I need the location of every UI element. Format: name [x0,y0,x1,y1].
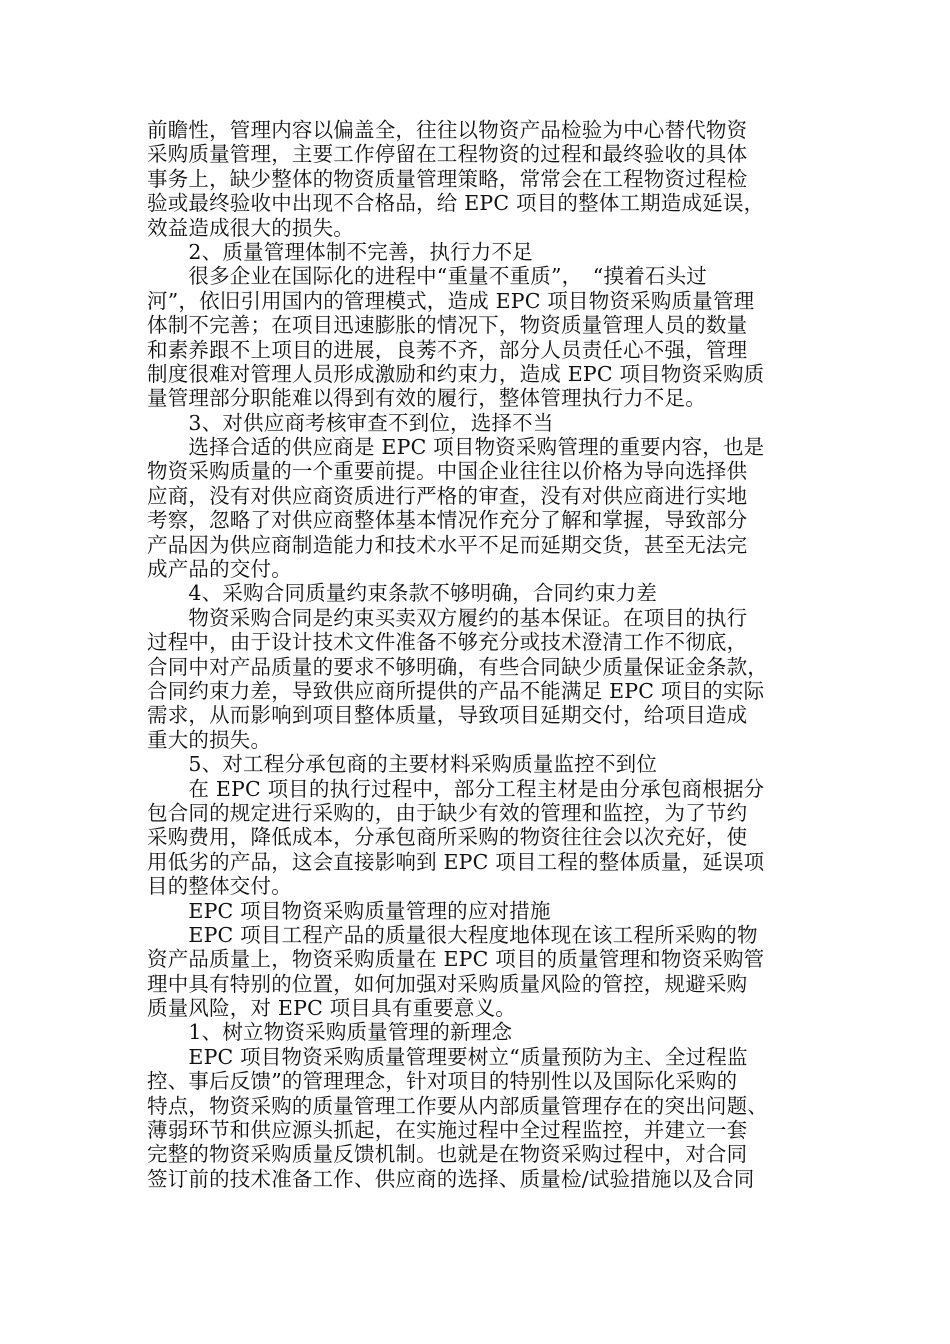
text-line: 控、事后反馈”的管理理念，针对项目的特别性以及国际化采购的 [147,1069,738,1094]
text-line: 资产品质量上，物资采购质量在 EPC 项目的质量管理和物资采购管 [147,947,765,972]
text-line: 物资采购质量的一个重要前提。中国企业往往以价格为导向选择供 [147,459,748,484]
text-line: 在 EPC 项目的执行过程中，部分工程主材是由分承包商根据分 [147,776,765,801]
text-line: 包合同的规定进行采购的，由于缺少有效的管理和监控，为了节约 [147,800,748,825]
text-line: 过程中，由于设计技术文件准备不够充分或技术澄清工作不彻底， [147,630,748,655]
text-line: 采购费用，降低成本，分承包商所采购的物资往往会以次充好，使 [147,825,748,850]
text-line: 合同中对产品质量的要求不够明确，有些合同缺少质量保证金条款， [147,654,768,679]
text-line: 前瞻性，管理内容以偏盖全，往往以物资产品检验为中心替代物资 [147,118,748,142]
text-line: 目的整体交付。 [147,874,292,899]
text-line: EPC 项目物资采购质量管理要树立“质量预防为主、全过程监 [147,1044,748,1069]
text-line: 制度很难对管理人员形成激励和约束力，造成 EPC 项目物资采购质 [147,361,765,386]
text-line: 理中具有特别的位置，如何加强对采购质量风险的管控，规避采购 [147,971,748,996]
text-line: 用低劣的产品，这会直接影响到 EPC 项目工程的整体质量，延误项 [147,849,765,874]
text-line: 签订前的技术准备工作、供应商的选择、质量检/试验措施以及合同 [147,1166,755,1191]
text-line: 特点，物资采购的质量管理工作要从内部质量管理存在的突出问题、 [147,1093,768,1118]
text-line: 合同约束力差，导致供应商所提供的产品不能满足 EPC 项目的实际 [147,678,765,703]
text-line: 选择合适的供应商是 EPC 项目物资采购管理的重要内容，也是 [147,435,765,460]
text-line: 很多企业在国际化的进程中“重量不重质”， “摸着石头过 [147,264,707,289]
section-heading: 3、对供应商考核审查不到位，选择不当 [147,410,554,435]
text-line: 应商，没有对供应商资质进行严格的审查，没有对供应商进行实地 [147,483,748,508]
text-line: 效益造成很大的损失。 [147,215,354,240]
text-line: 事务上，缺少整体的物资质量管理策略，常常会在工程物资过程检 [147,166,748,191]
text-line: 河”，依旧引用国内的管理模式，造成 EPC 项目物资采购质量管理 [147,288,755,313]
text-line: 物资采购合同是约束买卖双方履约的基本保证。在项目的执行 [147,605,748,630]
section-heading: 5、对工程分承包商的主要材料采购质量监控不到位 [147,752,658,777]
text-line: 考察，忽略了对供应商整体基本情况作充分了解和掌握，导致部分 [147,508,748,533]
text-line: 重大的损失。 [147,727,272,752]
text-line: 需求，从而影响到项目整体质量，导致项目延期交付，给项目造成 [147,703,748,728]
text-line: 体制不完善；在项目迅速膨胀的情况下，物资质量管理人员的数量 [147,313,748,338]
text-line: EPC 项目工程产品的质量很大程度地体现在该工程所采购的物 [147,922,758,947]
section-heading: EPC 项目物资采购质量管理的应对措施 [147,898,551,923]
text-line: 完整的物资采购质量反馈机制。也就是在物资采购过程中，对合同 [147,1142,748,1167]
text-line: 成产品的交付。 [147,557,292,582]
text-line: 和素养跟不上项目的进展，良莠不齐，部分人员责任心不强，管理 [147,337,748,362]
text-line: 质量风险，对 EPC 项目具有重要意义。 [147,996,516,1021]
text-line: 采购质量管理，主要工作停留在工程物资的过程和最终验收的具体 [147,142,748,167]
text-line: 验或最终验收中出现不合格品，给 EPC 项目的整体工期造成延误， [147,191,765,216]
text-line: 薄弱环节和供应源头抓起，在实施过程中全过程监控，并建立一套 [147,1118,748,1143]
section-heading: 2、质量管理体制不完善，执行力不足 [147,239,533,264]
section-heading: 1、树立物资采购质量管理的新理念 [147,1020,513,1045]
body-text [147,118,807,1191]
text-line: 量管理部分职能难以得到有效的履行，整体管理执行力不足。 [147,386,706,411]
text-line: 产品因为供应商制造能力和技术水平不足而延期交货，甚至无法完 [147,532,748,557]
section-heading: 4、采购合同质量约束条款不够明确，合同约束力差 [147,581,658,606]
